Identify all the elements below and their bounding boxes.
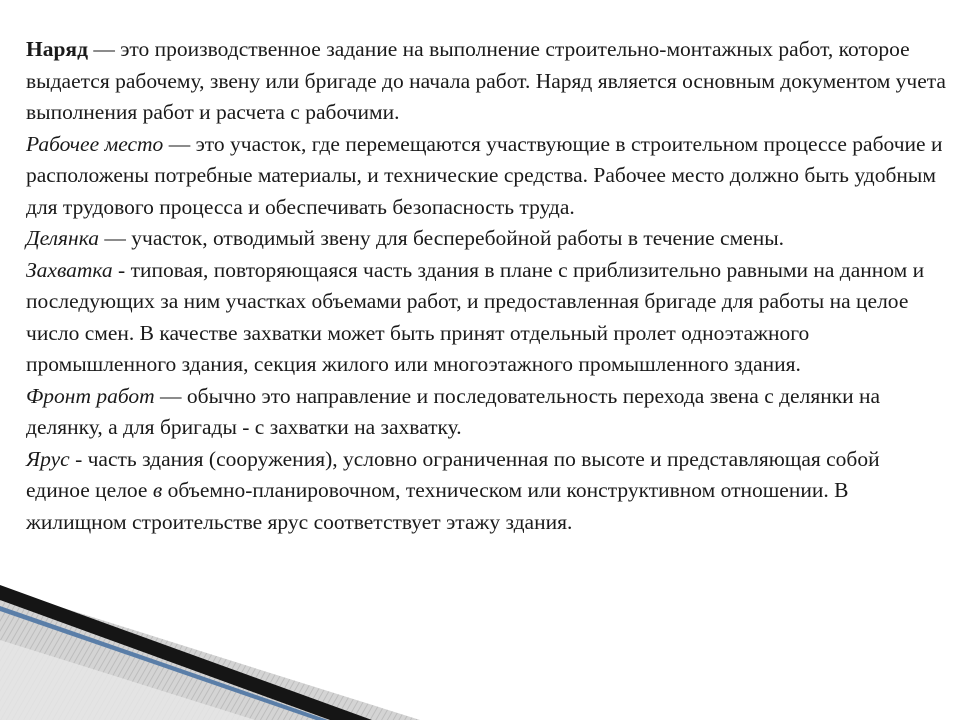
definition-front-rabot-text: — обычно это направление и последовательность перехода звена с делянки на делянку, а для бригады - с захватки на захватку. [26, 383, 881, 439]
definition-rabochee-mesto-text: — это участок, где перемещаются участвующие в строительном процессе рабочие и расположены потребные материалы, и технические средства. Рабочее место должно быть удобным для трудового процесса и обеспечивать безопасность труда. [26, 131, 943, 219]
definition-delyanka-text: — участок, отводимый звену для бесперебойной работы в течение смены. [99, 226, 785, 250]
definition-front-rabot [26, 381, 948, 444]
definition-rabochee-mesto [26, 129, 948, 224]
definition-yarus [26, 444, 948, 539]
definition-yarus-text: - часть здания (сооружения), условно ограниченная по высоте и представляющая собой единое целое [26, 446, 880, 502]
term-front-rabot: Фронт работ [26, 383, 155, 408]
definition-naryad-text: — это производственное задание на выполнение строительно-монтажных работ, которое выдается рабочему, звену или бригаде до начала работ. Наряд является основным документом учета выполнения работ и расчета с рабочими. [26, 37, 946, 124]
definition-delyanka [26, 223, 948, 255]
term-zakhvatka: Захватка [26, 257, 113, 282]
term-yarus: Ярус [26, 446, 70, 471]
definition-zakhvatka [26, 255, 948, 381]
definition-naryad [26, 34, 948, 129]
definition-yarus-text-after: объемно-планировочном, техническом или конструктивном отношении. В жилищном строительстве ярус соответствует этажу здания. [26, 478, 849, 534]
term-delyanka: Делянка [26, 226, 99, 250]
term-naryad: Наряд [26, 37, 88, 61]
definition-yarus-inline-italic: в [152, 478, 163, 502]
term-rabochee-mesto: Рабочее место [26, 131, 164, 156]
definitions-text [26, 34, 948, 538]
definition-zakhvatka-text: - типовая, повторяющаяся часть здания в плане с приблизительно равными на данном и последующих за ним участках объемами работ, и предоставленная бригаде для работы на целое число смен. В качестве захватки может быть принят отдельный пролет одноэтажного промышленного здания, секция жилого или многоэтажного промышленного здания. [26, 257, 925, 376]
